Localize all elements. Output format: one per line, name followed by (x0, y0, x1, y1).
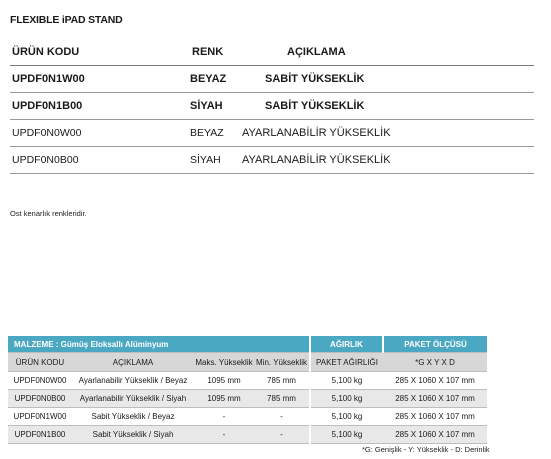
table-row (311, 372, 487, 390)
product-code: UPDF0N1W00 (12, 73, 85, 85)
spec-min-height: - (254, 426, 309, 444)
spec-min-height: 785 mm (254, 390, 309, 408)
table-row (8, 408, 309, 426)
table-row (311, 408, 487, 426)
package-table-header (311, 336, 487, 353)
dimension-legend: *G: Genişlik - Y: Yükseklik - D: Derinlik (362, 445, 490, 454)
table-row (10, 93, 534, 120)
product-code: UPDF0N0W00 (12, 127, 82, 139)
product-color: BEYAZ (190, 73, 227, 85)
spec-description: Ayarlanabilir Yükseklik / Beyaz (72, 372, 194, 390)
spec-table-material-header (8, 336, 309, 353)
product-table (10, 40, 534, 174)
package-size: 285 X 1060 X 107 mm (383, 408, 487, 426)
package-weight: 5,100 kg (311, 408, 383, 426)
product-color: SİYAH (190, 154, 221, 166)
package-table (311, 336, 487, 444)
table-row (311, 390, 487, 408)
spec-table-column-headers (8, 353, 309, 372)
spec-max-height: 1095 mm (194, 372, 254, 390)
spec-table (8, 336, 309, 444)
product-description: AYARLANABİLİR YÜKSEKLİK (242, 154, 391, 166)
header-description: AÇIKLAMA (287, 46, 346, 58)
spec-code: UPDF0N0B00 (8, 390, 72, 408)
table-row (8, 426, 309, 444)
spec-description: Sabit Yükseklik / Beyaz (72, 408, 194, 426)
product-description: SABİT YÜKSEKLİK (265, 100, 365, 112)
table-row (10, 66, 534, 93)
spec-code: UPDF0N0W00 (8, 372, 72, 390)
header-max-height: Maks. Yükseklik (194, 353, 254, 372)
spec-min-height: 785 mm (254, 372, 309, 390)
package-table-subheaders (311, 353, 487, 372)
package-weight: 5,100 kg (311, 426, 383, 444)
header-product-code: ÜRÜN KODU (8, 353, 72, 372)
table-row (311, 426, 487, 444)
spec-min-height: - (254, 408, 309, 426)
header-product-code: ÜRÜN KODU (12, 46, 80, 58)
material-label: MALZEME : Gümüş Eloksallı Alüminyum (8, 336, 309, 353)
spec-code: UPDF0N1W00 (8, 408, 72, 426)
page-title: FLEXIBLE iPAD STAND (10, 14, 123, 26)
header-description: AÇIKLAMA (72, 353, 194, 372)
spec-max-height: - (194, 408, 254, 426)
product-code: UPDF0N0B00 (12, 154, 79, 166)
table-row (10, 120, 534, 147)
header-package-weight: PAKET AĞIRLIĞI (311, 353, 383, 372)
table-row (10, 147, 534, 174)
product-table-header (10, 40, 534, 66)
header-package-size: PAKET ÖLÇÜSÜ (383, 336, 487, 353)
border-color-note: Ost kenarlık renklеridir. (10, 209, 87, 218)
product-color: SİYAH (190, 100, 223, 112)
spec-description: Ayarlanabilir Yükseklik / Siyah (72, 390, 194, 408)
product-description: AYARLANABİLİR YÜKSEKLİK (242, 127, 391, 139)
package-size: 285 X 1060 X 107 mm (383, 426, 487, 444)
product-description: SABİT YÜKSEKLİK (265, 73, 365, 85)
table-row (8, 372, 309, 390)
spec-max-height: - (194, 426, 254, 444)
spec-description: Sabit Yükseklik / Siyah (72, 426, 194, 444)
table-row (8, 390, 309, 408)
product-color: BEYAZ (190, 127, 224, 139)
header-color: RENK (192, 46, 224, 58)
header-dimensions: *G X Y X D (383, 353, 487, 372)
spec-max-height: 1095 mm (194, 390, 254, 408)
package-size: 285 X 1060 X 107 mm (383, 390, 487, 408)
product-code: UPDF0N1B00 (12, 100, 83, 112)
header-min-height: Min. Yükseklik (254, 353, 309, 372)
header-weight: AĞIRLIK (311, 336, 383, 353)
package-weight: 5,100 kg (311, 390, 383, 408)
spec-code: UPDF0N1B00 (8, 426, 72, 444)
package-weight: 5,100 kg (311, 372, 383, 390)
package-size: 285 X 1060 X 107 mm (383, 372, 487, 390)
